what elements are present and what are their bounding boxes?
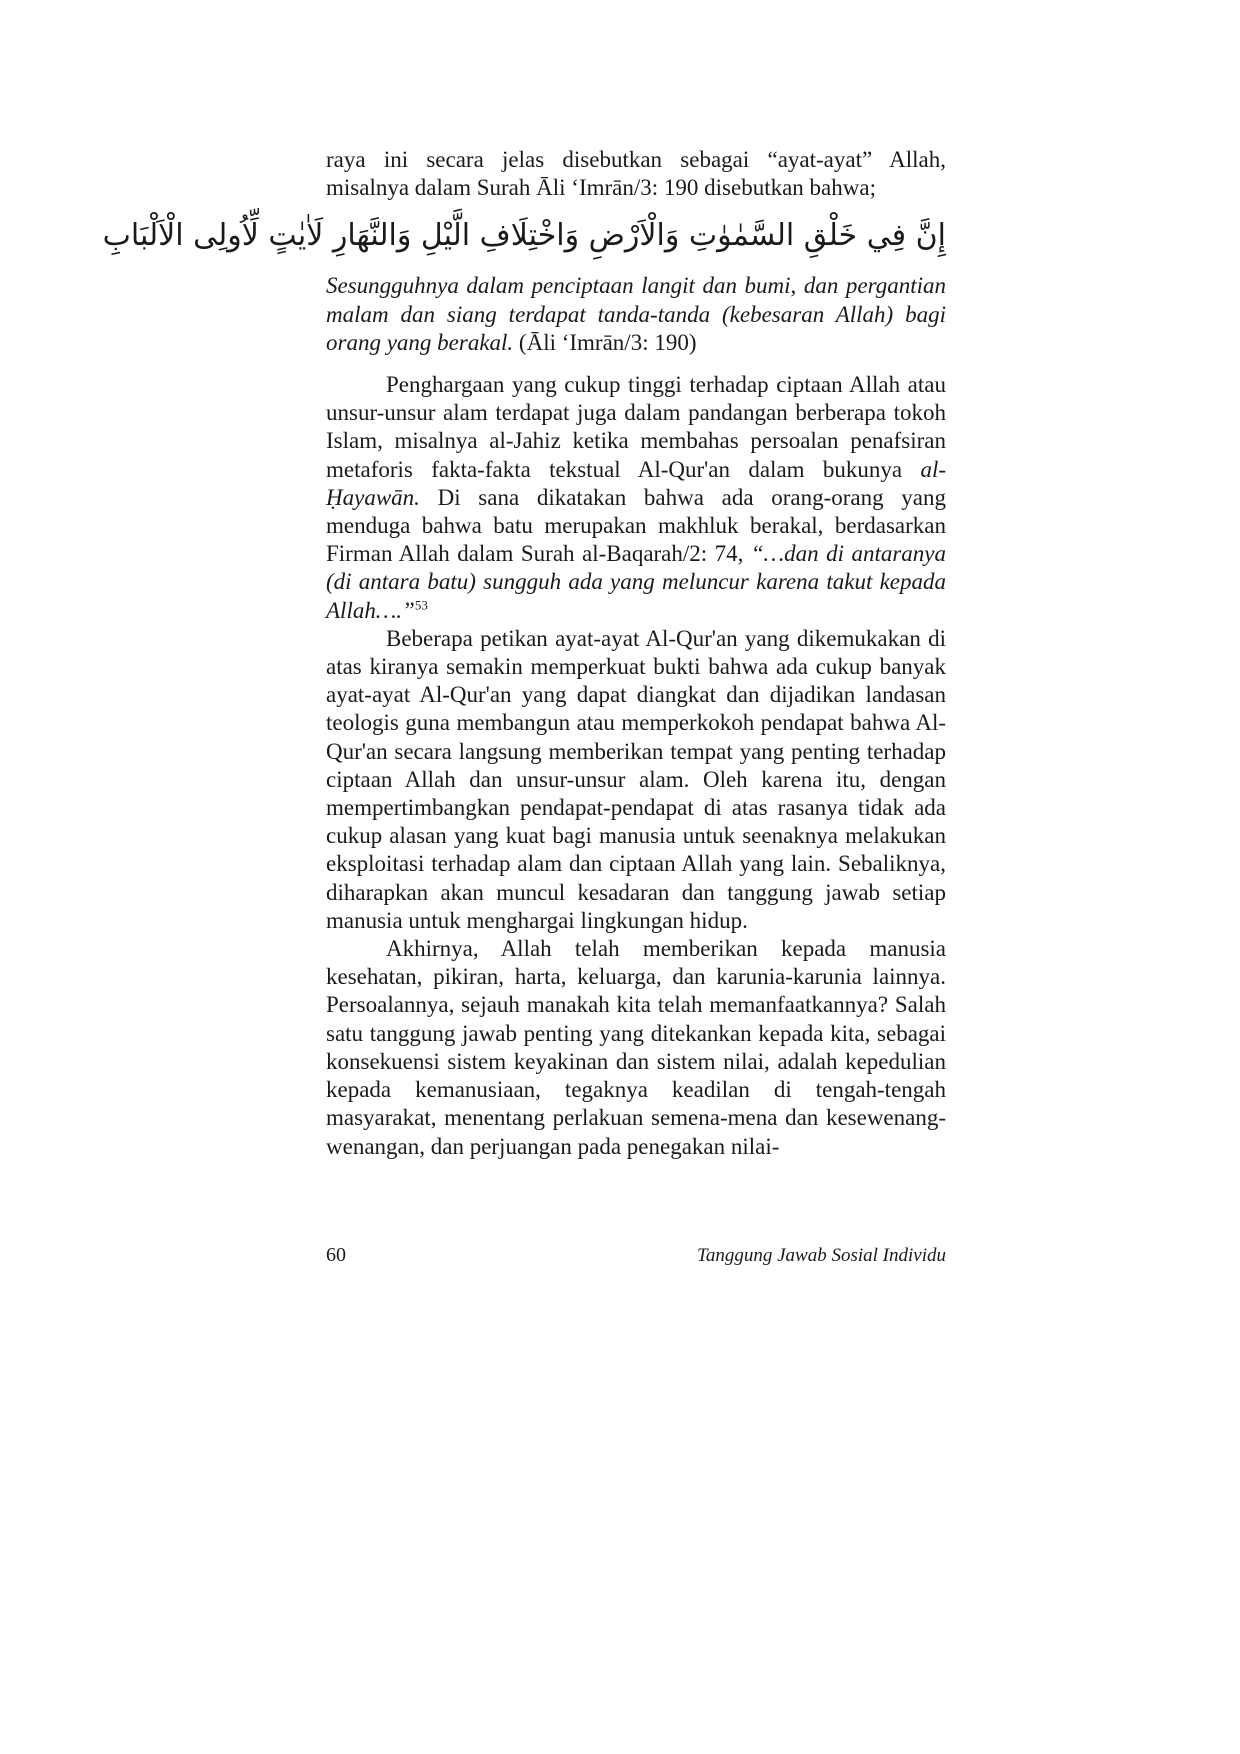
- intro-paragraph: raya ini secara jelas disebutkan sebagai “ayat-ayat” Allah, misalnya dalam Surah Āli ‘Imrān/3: 190 disebutkan bahwa;: [326, 147, 946, 201]
- verse-translation: [326, 272, 946, 357]
- paragraph-1-text-a: Penghargaan yang cukup tinggi terhadap ciptaan Allah atau unsur-unsur alam terdapat juga dalam pandangan berberapa tokoh Islam, misalnya al-Jahiz ketika membahas persoalan penafsiran metaforis fakta-fakta tekstual Al-Qur'an dalam bukunya: [326, 372, 946, 482]
- paragraph-1-text-b: Di sana dikatakan bahwa ada orang-orang yang menduga bahwa batu merupakan makhluk berakal, berdasarkan Firman Allah dalam Surah al-Baqarah/2: 74,: [326, 484, 946, 567]
- body-text: [102, 146, 946, 1161]
- page-number: 60: [326, 1244, 346, 1266]
- quran-quote: “…dan di antaranya (di antara batu) sungguh ada yang meluncur karena takut kepada Allah….”: [326, 541, 946, 623]
- page-footer: [326, 1244, 946, 1267]
- paragraph-2: Beberapa petikan ayat-ayat Al-Qur'an yang dikemukakan di atas kiranya semakin memperkuat bukti bahwa ada cukup banyak ayat-ayat Al-Qur'an yang dapat diangkat dan dijadikan landasan teologis guna membangun atau memperkokoh pendapat bahwa Al-Qur'an secara langsung memberikan tempat yang penting terhadap ciptaan Allah dan unsur-unsur alam. Oleh karena itu, dengan mempertimbangkan pendapat-pendapat di atas rasanya tidak ada cukup alasan yang kuat bagi manusia untuk seenaknya melakukan eksploitasi terhadap alam dan ciptaan Allah yang lain. Sebaliknya, diharapkan akan muncul kesadaran dan tanggung jawab setiap manusia untuk menghargai lingkungan hidup.: [326, 625, 946, 933]
- paragraph-1: [326, 371, 946, 625]
- footnote-marker: 53: [414, 596, 428, 612]
- verse-reference: (Āli ‘Imrān/3: 190): [518, 329, 697, 355]
- paragraph-3: Akhirnya, Allah telah memberikan kepada manusia kesehatan, pikiran, harta, keluarga, dan karunia-karunia lainnya. Persoalannya, sejauh manakah kita telah memanfaatkannya? Salah satu tanggung jawab penting yang ditekankan kepada kita, sebagai konsekuensi sistem keyakinan dan sistem nilai, adalah kepedulian kepada kemanusiaan, tegaknya keadilan di tengah-tengah masyarakat, menentang perlakuan semena-mena dan kesewenang-wenangan, dan perjuangan pada penegakan nilai-: [326, 936, 946, 1159]
- translation-text: Sesungguhnya dalam penciptaan langit dan bumi, dan pergantian malam dan siang terdapat tanda-tanda (kebesaran Allah) bagi orang yang berakal.: [326, 273, 946, 355]
- book-title: al-Ḥayawān.: [326, 456, 946, 510]
- running-title: Tanggung Jawab Sosial Individu: [697, 1245, 946, 1266]
- arabic-verse: إِنَّ فِي خَلْقِ السَّمٰوٰتِ وَالْاَرْضِ وَاخْتِلَافِ الَّيْلِ وَالنَّهَارِ لَاٰيٰتٍ لِّاُولِى الْاَلْبَابِ: [102, 218, 946, 254]
